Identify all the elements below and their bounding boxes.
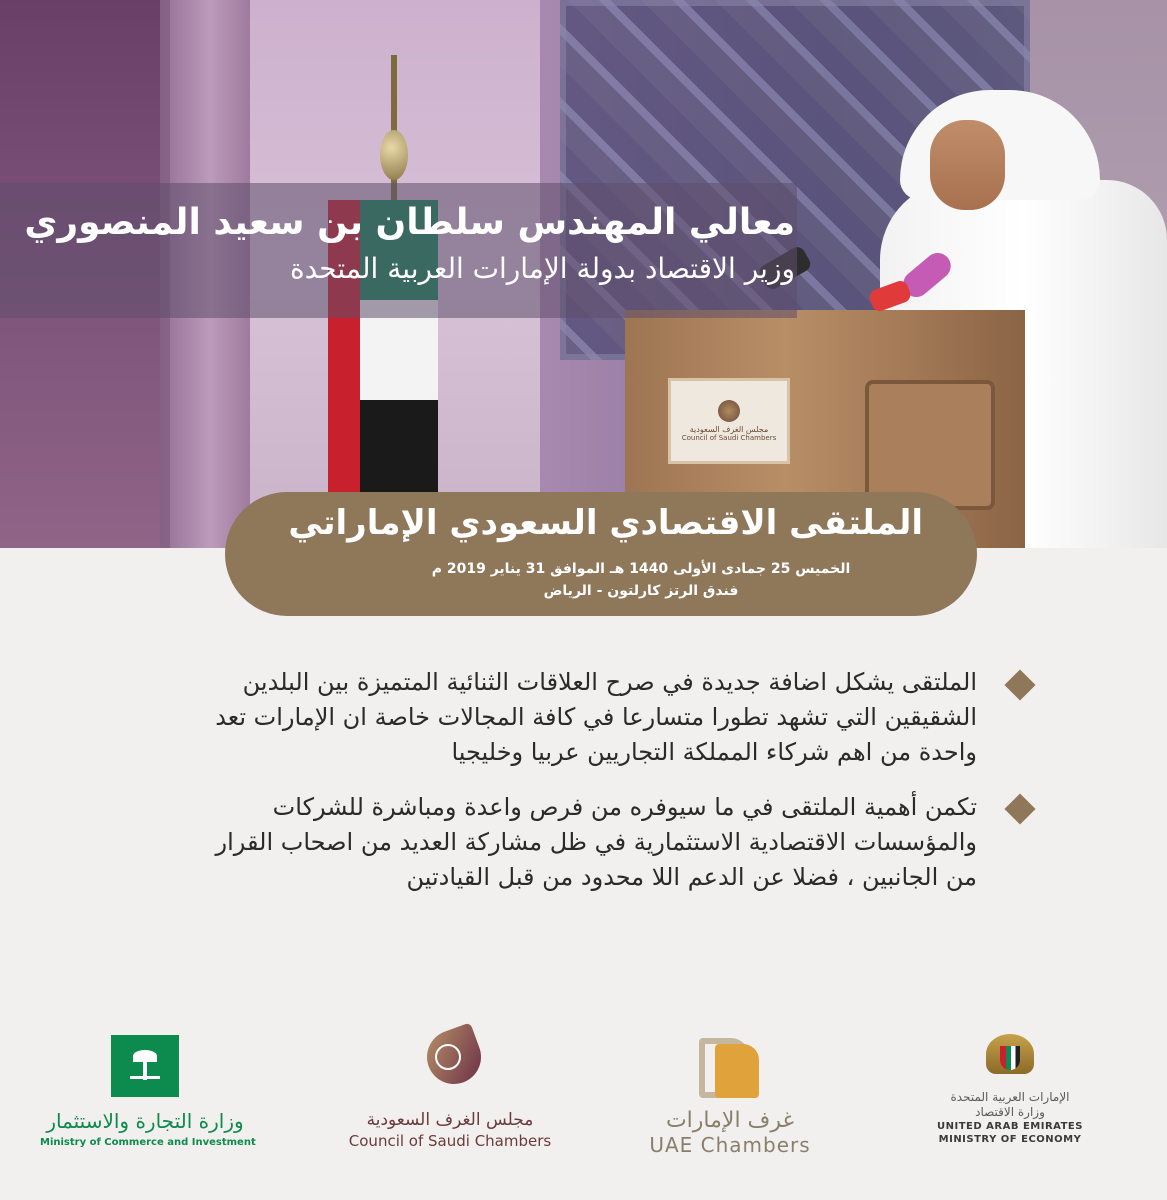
eagle-emblem-icon (986, 1030, 1034, 1086)
logo-ministry-economy (930, 1030, 1090, 1146)
logo-label-en: MINISTRY OF ECONOMY (938, 1134, 1082, 1145)
event-title: الملتقى الاقتصادي السعودي الإماراتي (288, 503, 923, 543)
paragraph-2: تكمن أهمية الملتقى في ما سيوفره من فرص واعدة ومباشرة للشركات والمؤسسات الاقتصادية الاستثمارية في ظل مشاركة العديد من اصحاب القرار من الجانبين ، فضلا عن الدعم اللا محدود من قبل القيادتين (215, 793, 977, 891)
logo-council-saudi-chambers (345, 1030, 555, 1150)
palm-swords-icon (111, 1035, 179, 1097)
paragraph-1: الملتقى يشكل اضافة جديدة في صرح العلاقات الثنائية المتميزة بين البلدين الشقيقين التي تشهد تطورا متسارعا في كافة المجالات خاصة ان الإمارات تعد واحدة من اهم شركاء المملكة التجاريين عربيا وخليجيا (215, 668, 977, 766)
globe-icon (419, 1030, 481, 1094)
speaker-face (930, 120, 1005, 210)
logo-label-en: UNITED ARAB EMIRATES (937, 1121, 1083, 1132)
logo-label-en: Council of Saudi Chambers (348, 1132, 552, 1150)
diamond-bullet-icon (1004, 669, 1035, 700)
logo-label-ar: غرف الإمارات (665, 1108, 795, 1133)
podium-sign: مجلس الغرف السعودية Council of Saudi Chambers (668, 378, 790, 464)
diamond-bullet-icon (1004, 793, 1035, 824)
logo-label-en: UAE Chambers (649, 1133, 811, 1157)
csc-icon (718, 400, 740, 422)
logo-label-ar: وزارة الاقتصاد (975, 1105, 1045, 1119)
event-venue: فندق الرتز كارلتون - الرياض (543, 583, 739, 599)
speaker-name: معالي المهندس سلطان بن سعيد المنصوري (24, 202, 795, 243)
speaker-title: وزير الاقتصاد بدولة الإمارات العربية المتحدة (289, 252, 795, 285)
logo-ministry-commerce (40, 1035, 256, 1148)
logo-label-ar: مجلس الغرف السعودية (366, 1110, 534, 1130)
logo-uae-chambers (645, 1030, 815, 1157)
flagpole-finial (380, 130, 408, 180)
chambers-mark-icon (695, 1030, 765, 1100)
logo-label-en: Ministry of Commerce and Investment (40, 1137, 256, 1148)
logo-label-ar: الإمارات العربية المتحدة (950, 1090, 1070, 1104)
event-date: الخميس 25 جمادى الأولى 1440 هـ الموافق 31 يناير 2019 م (431, 561, 851, 577)
logo-label-ar: وزارة التجارة والاستثمار (46, 1109, 244, 1133)
